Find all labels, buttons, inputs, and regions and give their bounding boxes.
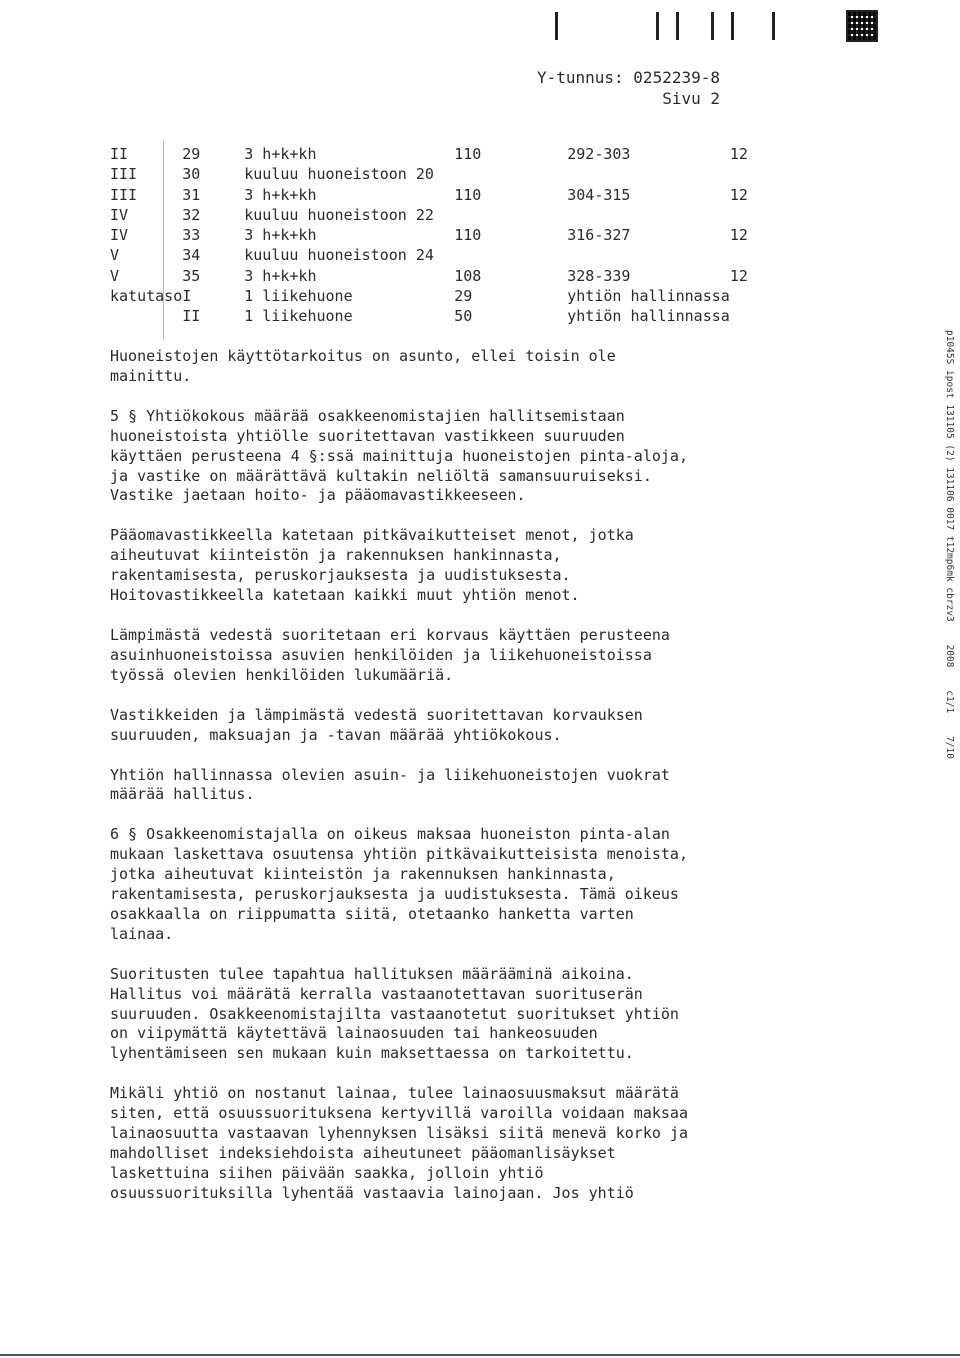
table-cell: II [110, 145, 129, 163]
paragraph: Suoritusten tulee tapahtua hallituksen määrääminä aikoina. Hallitus voi määrätä kerralla vastaanotettavan suorituserän suuruuden. Osakkeenomistajilta vastaanotetut suoritukset yhtiön on viipymättä käytettävä lainaosuuden tai hankeosuuden lyhentämiseen sen mukaan kuin maksettaessa on tarkoitettu. [110, 964, 679, 1063]
table-cell: 108 [454, 266, 482, 285]
table-cell [454, 165, 567, 185]
table-cell: V [110, 266, 120, 285]
paragraph: Yhtiön hallinnassa olevien asuin- ja liikehuoneistojen vuokrat määrää hallitus. [110, 765, 670, 804]
table-row [110, 287, 748, 307]
table-cell: 3 h+k+kh [244, 185, 317, 204]
table-cell: II [182, 307, 201, 326]
table-cell: 31 [182, 185, 201, 204]
table-cell: 12 [729, 185, 748, 204]
barcode-mark [731, 12, 734, 40]
table-cell: 12 [729, 266, 748, 285]
table-cell: 110 [454, 226, 482, 245]
table-cell [730, 287, 748, 307]
table-cell: 110 [454, 145, 482, 163]
table-cell: 12 [729, 226, 748, 245]
table-cell [730, 165, 748, 185]
table-cell [567, 206, 730, 226]
table-cell: 12 [729, 145, 748, 163]
table-cell [110, 307, 182, 327]
side-stamp: p1045S ipost 131105 (2) 131106 0017 t12mp6mk cbrzv3 2008 c1/1 7/10 [944, 330, 955, 759]
table-cell: 316-327 [567, 226, 631, 245]
table-cell: yhtiön hallinnassa [567, 287, 730, 306]
table-cell: 32 [182, 205, 201, 224]
table-cell: 29 [182, 145, 201, 163]
table-cell [730, 206, 748, 226]
table-row [110, 267, 748, 287]
table-cell [567, 246, 730, 266]
table-cell: 34 [182, 246, 201, 265]
table-cell: yhtiön hallinnassa [567, 307, 730, 326]
barcode-mark [676, 12, 679, 40]
paragraph: 5 § Yhtiökokous määrää osakkeenomistajien hallitsemistaan huoneistoista yhtiölle suoritettavan vastikkeen suuruuden käyttäen perusteena 4 §:ssä mainittuja huoneistojen pinta-aloja, ja vastike on määrättävä kultakin neliöltä samansuuruiseksi. Vastike jaetaan hoito- ja pääomavastikkeeseen. [110, 406, 688, 505]
table-row [110, 186, 748, 206]
table-cell [454, 206, 567, 226]
barcode-mark [555, 12, 558, 40]
datamatrix-code [846, 10, 878, 42]
table-cell: 3 h+k+kh [244, 266, 317, 285]
table-cell: kuuluu huoneistoon 20 [244, 165, 434, 184]
business-id: Y-tunnus: 0252239-8 [536, 68, 720, 87]
table-cell: 304-315 [567, 185, 631, 204]
body-text [110, 347, 750, 1224]
table-cell: 328-339 [567, 266, 631, 285]
table-row [110, 307, 748, 327]
table-cell: 29 [454, 287, 473, 306]
barcode-mark [656, 12, 659, 40]
paragraph: Pääomavastikkeella katetaan pitkävaikutteiset menot, jotka aiheutuvat kiinteistön ja rakennuksen hankinnasta, rakentamisesta, peruskorjauksesta ja uudistuksesta. Hoitovastikkeella katetaan kaikki muut yhtiön menot. [110, 526, 634, 605]
table-cell: 1 liikehuone [244, 307, 353, 326]
table-cell: kuuluu huoneistoon 24 [244, 246, 434, 265]
table-cell: 110 [454, 185, 482, 204]
table-cell: IV [110, 226, 129, 245]
table-cell: katutaso [110, 287, 183, 306]
paragraph: Vastikkeiden ja lämpimästä vedestä suoritettavan korvauksen suuruuden, maksuajan ja -tavan määrää yhtiökokous. [110, 705, 643, 744]
table-cell [730, 307, 748, 327]
table-cell: 1 liikehuone [244, 287, 353, 306]
paragraph: Lämpimästä vedestä suoritetaan eri korvaus käyttäen perusteena asuinhuoneistoissa asuvien henkilöiden ja liikehuoneistoissa työssä olevien henkilöiden lukumääriä. [110, 625, 670, 684]
table-cell: 50 [454, 307, 473, 326]
table-row [110, 206, 748, 226]
barcode-mark [772, 12, 775, 40]
table-row [110, 246, 748, 266]
table-cell: 3 h+k+kh [244, 226, 317, 245]
table-cell: 3 h+k+kh [244, 145, 317, 163]
table-cell: V [110, 246, 120, 265]
scan-edge [0, 1354, 960, 1356]
table-cell [730, 246, 748, 266]
table-cell: IV [110, 205, 129, 224]
table-cell: 35 [182, 266, 201, 285]
paragraph: Mikäli yhtiö on nostanut lainaa, tulee lainaosuusmaksut määrätä siten, että osuussuorituksena kertyvillä varoilla voidaan maksaa lainaosuutta vastaavan lyhennyksen lisäksi siitä menevä korko ja mahdolliset indeksiehdoista aiheutuneet pääomanlisäykset laskettuina siihen päivään saakka, jolloin yhtiö osuussuorituksilla lyhentää vastaavia lainojaan. Jos yhtiö [110, 1084, 688, 1202]
table-cell: III [110, 165, 138, 184]
table-cell: 292-303 [567, 145, 631, 163]
table-cell: kuuluu huoneistoon 22 [244, 205, 434, 224]
table-cell: 30 [182, 165, 201, 184]
paragraph: 6 § Osakkeenomistajalla on oikeus maksaa huoneiston pinta-alan mukaan laskettava osuutensa yhtiön pitkävaikutteisista menoista, jotka aiheutuvat kiinteistön ja rakennuksen hankinnasta, rakentamisesta, peruskorjauksesta ja uudistuksesta. Tämä oikeus osakkaalla on riippumatta siitä, otetaanko hanketta varten lainaa. [110, 825, 688, 943]
table-row [110, 145, 748, 165]
page-number: Sivu 2 [662, 89, 720, 108]
table-cell: I [182, 287, 192, 306]
barcode-mark [711, 12, 714, 40]
paragraph: Huoneistojen käyttötarkoitus on asunto, ellei toisin ole mainittu. [110, 347, 616, 385]
table-cell [567, 165, 730, 185]
table-row [110, 165, 748, 185]
table-cell: 33 [182, 226, 201, 245]
apartment-table [110, 145, 748, 328]
table-cell: III [110, 185, 138, 204]
table-cell [454, 246, 567, 266]
table-row [110, 226, 748, 246]
